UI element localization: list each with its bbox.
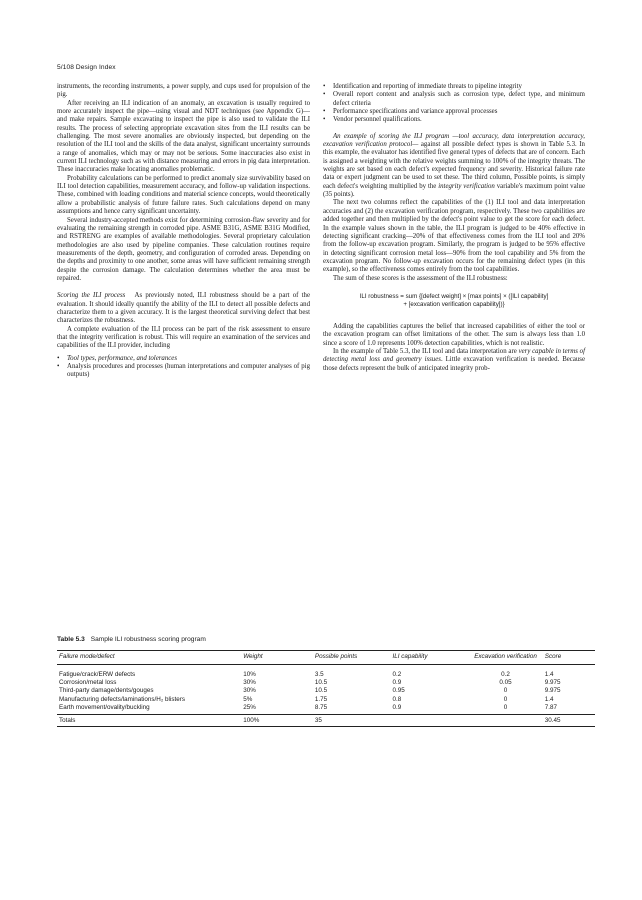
right-column xyxy=(323,83,585,373)
column-header: Weight xyxy=(241,651,313,665)
section-heading: Scoring the ILI process xyxy=(57,292,126,300)
text-span: . Little excavation verification is needed. Because those defects represent the bulk of anticipated integrity prob- xyxy=(323,356,586,372)
list-item: • Vendor personnel qualifications. xyxy=(323,116,585,124)
table-row xyxy=(57,695,595,703)
list-item: • Analysis procedures and processes (human interpretations and computer analyses of pig outputs) xyxy=(57,363,310,380)
table-cell: 30% xyxy=(243,679,256,687)
table-cell: 8.75 xyxy=(314,703,328,711)
totals-row xyxy=(57,714,595,726)
table-cell: 0.8 xyxy=(392,695,402,703)
table-cell: Corrosion/metal loss xyxy=(59,679,117,687)
table-cell: 1.4 xyxy=(544,671,554,678)
paragraph: Probability calculations can be performed to predict anomaly size survivability based on ILI tool detection capabilities, measurement accuracy, and follow-up validation inspections. These, combined with loading conditions and material science concepts, would theoretically allow a probabilistic analysis of future failure rates. Such calculations depend on many assumptions and hence carry significant uncertainty. xyxy=(57,174,310,216)
capability-list-continued xyxy=(323,83,585,125)
list-item: • Performance specifications and variance approval processes xyxy=(323,108,585,116)
table-cell: 9.975 xyxy=(544,687,561,695)
table-cell: 25% xyxy=(243,703,256,711)
list-item: • Tool types, performance, and tolerances xyxy=(57,355,310,363)
paragraph xyxy=(323,133,585,200)
table-cell: Earth movement/ovality/buckling xyxy=(59,703,150,711)
column-header: Failure mode/defect xyxy=(57,651,241,665)
table-cell: 7.87 xyxy=(544,703,558,711)
table-cell: 0 xyxy=(503,687,508,695)
table-label: Table 5.3 xyxy=(57,636,85,643)
table-caption xyxy=(57,636,206,643)
table-cell xyxy=(391,714,469,726)
table-cell: 0.9 xyxy=(392,703,402,711)
table-cell: 0 xyxy=(503,695,508,703)
table-cell: Third-party damage/dents/gouges xyxy=(59,687,154,695)
table-title: Sample ILI robustness scoring program xyxy=(90,636,206,643)
paragraph: Adding the capabilities captures the belief that increased capabilities of either the tool or the excavation program can offset limitations of the other. The sum is always less than 1.0 since a score of 1.0 represents 100% detection capabilities, which is not realistic. xyxy=(323,322,585,347)
table-cell: Totals xyxy=(57,714,241,726)
robustness-formula xyxy=(323,293,585,309)
table-cell: 0.2 xyxy=(392,671,402,678)
table-cell: 0 xyxy=(503,703,508,711)
table-cell: 5% xyxy=(243,695,253,703)
scoring-table xyxy=(57,650,595,727)
paragraph xyxy=(323,348,585,373)
table-cell: Manufacturing defects/laminations/H₂ blisters xyxy=(59,695,185,703)
italic-term: integrity verification xyxy=(438,182,495,190)
table-row xyxy=(57,703,595,714)
table-row xyxy=(57,687,595,695)
table-cell: 1.75 xyxy=(314,695,328,703)
column-header: Possible points xyxy=(313,651,391,665)
table-cell: 0.95 xyxy=(392,687,405,695)
paragraph: instruments, the recording instruments, a power supply, and cups used for propulsion of the pig. xyxy=(57,83,310,99)
table-row xyxy=(57,679,595,687)
table-cell: 30% xyxy=(243,687,256,695)
paragraph: A complete evaluation of the ILI process can be part of the risk assessment to ensure that the integrity verification is robust. This will require an examination of the services and capabilities of the ILI provider, including xyxy=(57,325,310,350)
table-cell: 1.4 xyxy=(544,695,554,703)
text-span: against all possible defect types is shown in Table 5.3. In this example, the evaluator has identified five general types of defects that are of concern. Each is assigned a weighting with the relative weights summing to 100% of the integrity threats. The weights are set based on each defect's expected frequency and severity. Historical failure rate data or expert judgment can be used to set these. The third column, Possible points, is simply each defect's weighting multiplied by the xyxy=(323,141,585,190)
section-paragraph xyxy=(57,292,310,325)
table-cell xyxy=(468,714,542,726)
table-cell: 10.5 xyxy=(314,687,328,695)
table-cell: 0.2 xyxy=(501,671,510,678)
column-header: Score xyxy=(543,651,595,665)
table-cell: 100% xyxy=(241,714,313,726)
list-item: • Overall report content and analysis such as corrosion type, defect type, and minimum defect criteria xyxy=(323,91,585,108)
table-cell: 3.5 xyxy=(314,671,324,678)
table-cell: 0.9 xyxy=(392,679,402,687)
paragraph: The next two columns reflect the capabilities of the (1) ILI tool and data interpretation accuracies and (2) the excavation verification program, respectively. These two capabilities are added together and then multiplied by the defect's point value to get the score for each defect. In the example values shown in the table, the ILI program is judged to be 40% effective in detecting significant cracking—20% of that effectiveness comes from the ILI tool and 20% from the follow-up excavation program. Similarly, the program is judged to be 95% effective in detecting significant corrosion metal loss—90% from the tool capability and 5% from the excavation program. No follow-up excavation occurs for the remaining defect types (in this example), so the effectiveness comes entirely from the tool capabilities. xyxy=(323,199,585,274)
capability-list xyxy=(57,355,310,380)
table-cell: 35 xyxy=(313,714,391,726)
section-text: As previously noted, ILI robustness should be a part of the evaluation. It should ideally quantify the ability of the ILI to detect all possible defects and characterize them to a given accuracy. It is the largest theoretical surviving defect that best characterizes the robustness. xyxy=(57,292,311,325)
paragraph: After receiving an ILI indication of an anomaly, an excavation is usually required to more accurately inspect the pipe—using visual and NDT techniques (see Appendix G)—and make repairs. Sample excavating to inspect the pipe is also used to validate the ILI results. The process of selecting appropriate excavation sites from the ILI results can be challenging. The most severe anomalies are obviously inspected, but depending on the resolution of the ILI tool and the skills of the data analyst, significant uncertainty surrounds a range of anomalies, which may or may not be serious. Some inaccuracies also exist in current ILI technology such as with distance measuring and errors in pig data interpretation. These inaccuracies make locating anomalies problematic. xyxy=(57,99,310,174)
table-cell: 0.05 xyxy=(499,679,512,687)
formula-line: ILI robustness = sum {[defect weight] × [max points] × ([ILI capability] xyxy=(359,292,549,300)
table-cell: Fatigue/crack/ERW defects xyxy=(59,671,136,678)
italic-term: very capable in terms of detecting metal loss and geometry issues xyxy=(323,347,585,364)
table-cell: 9.975 xyxy=(544,679,561,687)
text-span: In the example of Table 5.3, the ILI tool and data interpretation are xyxy=(333,347,519,355)
left-column xyxy=(57,83,310,380)
table-cell: 10.5 xyxy=(314,679,328,687)
column-header: Excavation verification xyxy=(468,651,542,665)
table-cell: 10% xyxy=(243,671,256,678)
italic-lead: An example of scoring the ILI program —tool accuracy, data interpretation accuracy, excavation verification protocol— xyxy=(323,132,585,149)
list-item: • Identification and reporting of immediate threats to pipeline integrity xyxy=(323,83,585,91)
paragraph: Several industry-accepted methods exist for determining corrosion-flaw severity and for evaluating the remaining strength in corroded pipe. ASME B31G, ASME B31G Modified, and RSTRENG are examples of available methodologies. Several proprietary calculation methodologies are also used by pipeline companies. These calculation routines require measurements of the depth, geometry, and configuration of corroded areas. Depending on the depths and proximity to one another, some areas will have sufficient remaining strength despite the corrosion damage. The calculation determines whether the area must be repaired. xyxy=(57,216,310,282)
table-row xyxy=(57,665,595,679)
column-header: ILI capability xyxy=(391,651,469,665)
text-span: variable's maximum point value (35 points). xyxy=(323,182,586,199)
table-header-row xyxy=(57,651,595,665)
formula-line: + [excavation verification capability])} xyxy=(403,300,505,308)
table-cell: 30.45 xyxy=(543,714,595,726)
page-header: 5/108 Design Index xyxy=(57,64,116,71)
paragraph: The sum of these scores is the assessment of the ILI robustness: xyxy=(333,274,508,282)
